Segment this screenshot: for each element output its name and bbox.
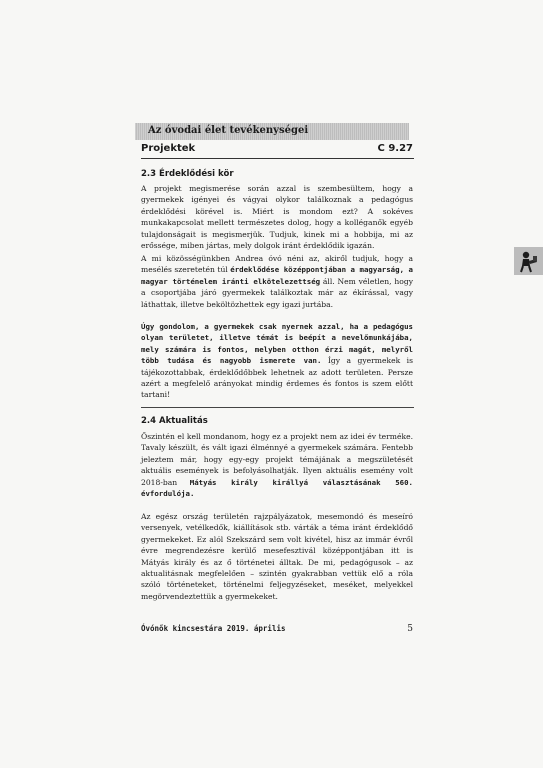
- heading-2-4: 2.4 Aktualitás: [141, 416, 208, 426]
- publication-name: Óvónők kincsestára 2019. április: [141, 624, 286, 633]
- heading-2-3: 2.3 Érdeklődési kör: [141, 169, 234, 179]
- bold-text-span: érdeklődése középpontjában a magyarság, a magyar történelem iránti elkötelezettség: [141, 265, 413, 286]
- section-divider: [141, 407, 414, 408]
- section-header: [141, 143, 413, 154]
- paragraph-2-3-3: [141, 321, 413, 401]
- text-span: A mi közösségünkben Andrea óvó néni az, akiről tudjuk, hogy a mesélés szeretetén túl: [141, 254, 413, 275]
- reading-figure-icon: [514, 247, 543, 275]
- paragraph-2-3-1: A projekt megismerése során azzal is szembesültem, hogy a gyermekek igényei és vágyai olykor találkoznak a pedagógus érdeklődési körével is. Miért is mondom ezt? A sokéves munkakapcsolat mellett természetes dolog, hogy a kolléganők egyéb tulajdonságait is megismerjük. Tudjuk, kinek mi a hobbija, mi az erőssége, miben jártas, mely dolgok iránt érdeklődik igazán.: [141, 184, 413, 251]
- text-span: Így a gyermekek is tájékozottabbak, érdeklődőbbek lehetnek az adott területen. Persze azért a megfelelő arányokat mindig érdemes és fontos is szem előtt tartani!: [141, 356, 413, 400]
- text-span: Őszintén el kell mondanom, hogy ez a projekt nem az idei év terméke. Tavaly készült, és vált igazi élménnyé a gyermekek számára. Fentebb jeleztem már, hogy egy-egy projekt témájának a megszületését aktuális események is befolyásolhatják. Ilyen aktuális esemény volt 2018-ban: [141, 432, 413, 487]
- text-span: áll. Nem véletlen, hogy a csoportjába járó gyermekek találkoztak már az ékírással, vagy láthattak, illetve beköltözhettek egy igazi jurtába.: [141, 276, 413, 309]
- section-label: Projektek: [141, 143, 196, 154]
- section-code: C 9.27: [377, 143, 413, 154]
- side-tab: [514, 247, 543, 275]
- header-rule: [141, 158, 414, 159]
- page-footer: [141, 624, 413, 634]
- paragraph-2-3-2: [141, 253, 413, 310]
- bold-text-span: Úgy gondolom, a gyermekek csak nyernek azzal, ha a pedagógus olyan területet, illetve témát is beépít a nevelőmunkájába, mely számára is fontos, melyben otthon érzi magát, melyről több tudása és nagyobb ismerete van.: [141, 322, 413, 366]
- page-number: 5: [407, 624, 413, 634]
- bold-text-span: Mátyás király királlyá választásának 560. évfordulója.: [141, 477, 413, 499]
- paragraph-2-4-1: [141, 431, 413, 499]
- paragraph-2-4-2: Az egész ország területén rajzpályázatok, mesemondó és meseíró versenyek, vetélkedők, kiállítások stb. várták a téma iránt érdeklődő gyermekeket. Ez alól Szekszárd sem volt kivétel, hisz az immár évről évre megrendezésre kerülő mesefesztivál középpontjában itt is Mátyás király és az ő történetei álltak. De mi, pedagógusok – az aktualitásnak megfelelően – szintén gyakrabban vettük elő a róla szóló történeteket, történelmi feljegyzéseket, meséket, melyekkel megörvendeztettük a gyermekeket.: [141, 512, 413, 601]
- chapter-title: Az óvodai élet tevékenységei: [148, 125, 309, 136]
